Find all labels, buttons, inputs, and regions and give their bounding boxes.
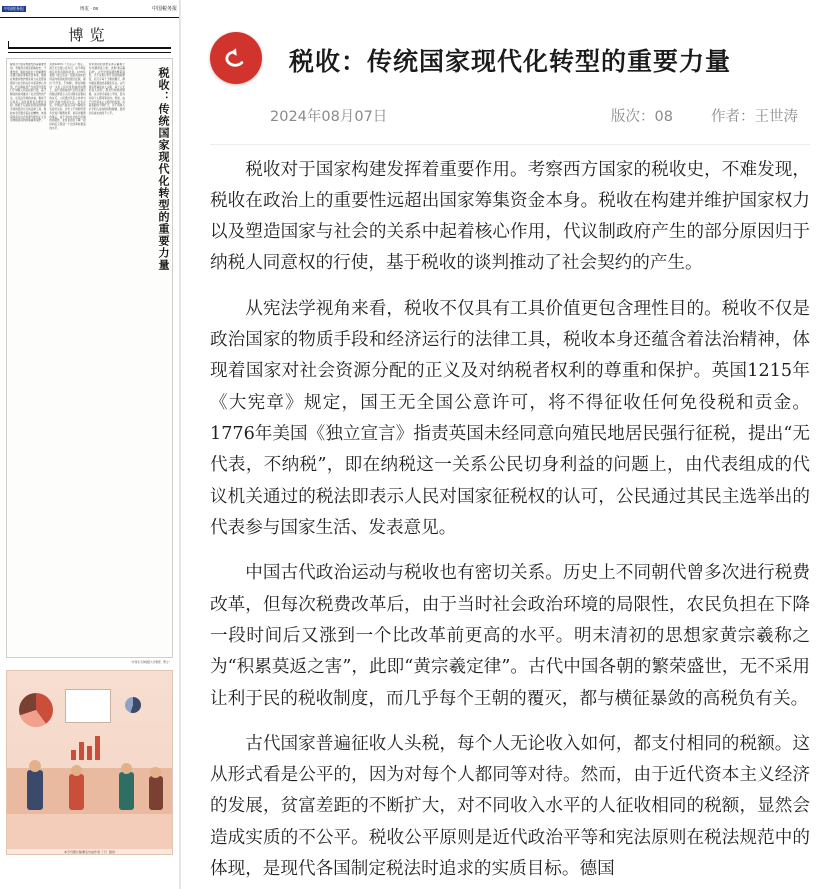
issue-label: 版次： [611,108,655,125]
meta-divider [210,144,810,145]
scan-author-signature: （作者系天津财经大学教授、博士） [129,661,171,664]
illustration-person-head [29,760,41,772]
scan-text-column: 税收对于国家构建发挥着重要作用。考察西方国家的税收史，不难发现，税收在政治上的重要性远超出国家筹集资金本身。税收在构建并维护国家权力以及塑造国家与社会的关系中起着核心作用，代议制政府产生的部分原因归于纳税人同意权的行使，基于税收的谈判推动了社会契约的产生。从宪法学视角来看，税收不仅具有工具价值更包含理性目的。税收不仅是政治国家的物质手段和经济运行的法律工具，税收本身还蕴含着法治精神，体现着国家对社会资源分配的正义及对纳税者权利的尊重和保护。 [10,63,46,653]
illustration-floor [7,814,172,854]
illustration-pie-chart-icon [19,693,53,727]
article-meta [210,105,810,126]
illustration-person [69,774,84,810]
article-body [210,155,810,886]
scan-text-columns [10,63,125,653]
illustration-person [149,776,163,810]
issue-info [611,105,673,126]
scan-masthead [0,0,179,18]
article-paragraph: 中国古代政治运动与税收也有密切关系。历史上不同朝代曾多次进行税费改革，但每次税费改革后，由于当时社会政治环境的局限性，农民负担在下降一段时间后又涨到一个比改革前更高的水平。明末清初的思想家黄宗羲称之为“积累莫返之害”，此即“黄宗羲定律”。古代中国各朝的繁荣盛世，无不采用让利于民的税收制度，而几乎每个王朝的覆灭，都与横征暴敛的高税负有关。 [210,563,810,709]
illustration-person-head [150,767,161,778]
article-pane [180,0,840,889]
title-box-tick [8,41,9,49]
author-info [711,105,798,126]
scan-illustration[interactable] [6,670,173,855]
scan-section-title-box [8,24,171,49]
illustration-person [27,770,43,810]
scan-text-column: 明末清初的思想家黄宗羲称之为“积累莫返之害”，此即“黄宗羲定律”。古代中国各朝的繁荣盛世，无不采用让利于民的税收制度，而几乎每个王朝的覆灭，都与横征暴敛的高税负有关。古代国家普遍征收人头税，每个人无论收入如何，都支付相同的税额。这从形式看是公平的，因为对每个人都同等对待。然而，由于近代资本主义经济的发展，贫富差距的不断扩大，对不同收入水平的人征收相同的税额，显然会造成实质的不公平。 [88,63,125,115]
scan-section-title: 博览 [68,26,111,44]
back-button[interactable] [210,32,262,84]
illustration-whiteboard [65,689,111,723]
publish-date: 2024年08月07日 [270,108,388,125]
illustration-person-head [71,765,82,776]
article-paragraph: 古代国家普遍征收人头税，每个人无论收入如何，都支付相同的税额。这从形式看是公平的，因为对每个人都同等对待。然而，由于近代资本主义经济的发展，贫富差距的不断扩大，对不同收入水平的人征收相同的税额，显然会造成实质的不公平。税收公平原则是近代政治平等和宪法原则在税法规范中的体现，是现代各国制定税法时追求的实质目标。德国 [210,733,810,880]
illustration-person [119,772,134,810]
masthead-brand-tag: 中国税务报 [4,5,24,11]
article-paragraph: 税收对于国家构建发挥着重要作用。考察西方国家的税收史，不难发现，税收在政治上的重要性远超出国家筹集资金本身。税收在构建并维护国家权力以及塑造国家与社会的关系中起着核心作用，代议制政府产生的部分原因归于纳税人同意权的行使，基于税收的谈判推动了社会契约的产生。 [210,159,810,274]
illustration-bar [87,746,92,760]
scan-vertical-headline: 税收：传统国家现代化转型的重要力量 [157,67,170,271]
illustration-donut-icon [125,697,141,713]
masthead-brand-name: 中国税务报 [151,6,177,12]
back-arrow-icon [222,44,250,72]
page-title: 税收：传统国家现代化转型的重要力量 [288,47,731,76]
newspaper-scan-column[interactable] [0,0,180,889]
issue-value: 08 [654,108,673,125]
illustration-bar [71,750,76,760]
illustration-person-head [121,763,132,774]
scan-divider [8,52,171,53]
scan-article-body[interactable] [6,58,173,658]
author-value: 王世涛 [754,108,798,125]
masthead-section-info: 博览 · 08 [79,5,98,11]
article-paragraph: 从宪法学视角来看，税收不仅具有工具价值更包含理性目的。税收不仅是政治国家的物质手段和经济运行的法律工具，税收本身还蕴含着法治精神，体现着国家对社会资源分配的正义及对纳税者权利的尊重和保护。英国1215年《大宪章》规定，国王无全国公意许可，将不得征收任何免役税和贡金。1776年美国《独立宣言》指责英国未经同意向殖民地居民强行征税，提出“无代表，不纳税”，即在纳税这一关系公民切身利益的问题上，由代表组成的代议机关通过的税法即表示人民对国家征税权的认可，公民通过其民主选举出的代表参与国家生活、发表意见。 [210,298,810,538]
illustration-bar [79,742,84,760]
scan-text-column: 英国1215年《大宪章》规定，国王无全国公意许可，将不得征收任何免役税和贡金。1776年美国《独立宣言》指责英国未经同意向殖民地居民强行征税，提出“无代表，不纳税”，即在纳税这一关系公民切身利益的问题上，由代表组成的代议机关通过的税法即表示人民对国家征税权的认可，公民通过其民主选举出的代表参与国家生活、发表意见。中国古代政治运动与税收也有密切关系。历史上不同朝代曾多次进行税费改革，但每次税费改革后，由于当时社会政治环境的局限性，农民负担在下降一段时间后又涨到一个比改革前更高的水平。 [49,63,85,653]
illustration-caption: 本专刊图片除署名外由作者（下）提供 [7,849,172,855]
author-label: 作者： [711,108,755,125]
illustration-bar [95,736,100,760]
